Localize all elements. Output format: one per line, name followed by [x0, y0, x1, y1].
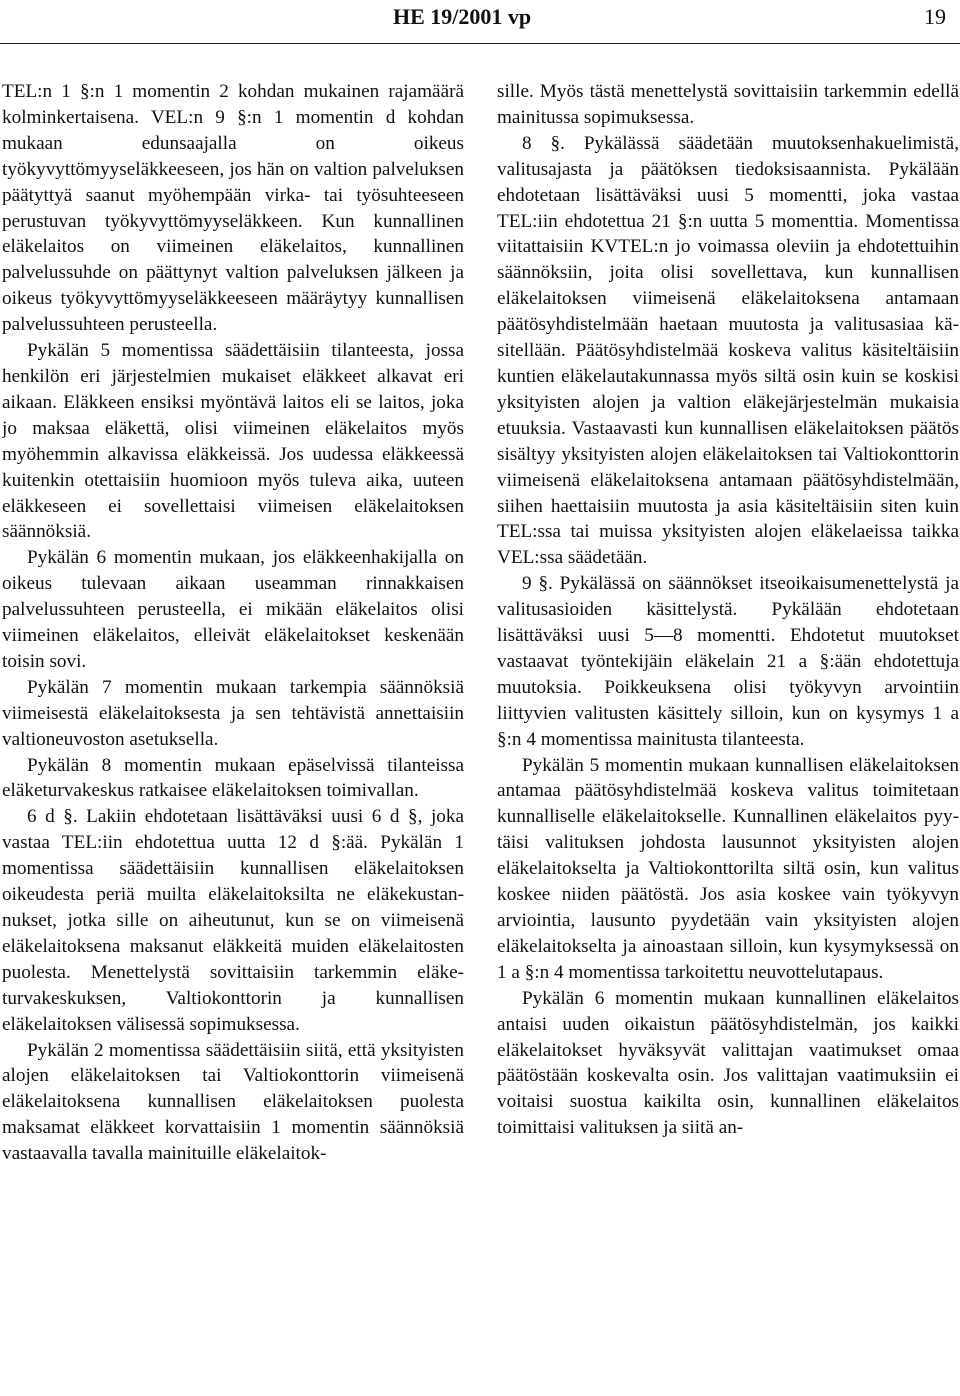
paragraph: 8 §. Pykälässä säädetään muutoksenhakuelimistä, valitusajasta ja päätöksen tiedoksisaannista. Pykälään ehdotetaan lisättäväksi uusi 5 momentti, joka vastaa TEL:iin ehdotettua 21 §:n uutta 5 momenttia. Momentissa viitattaisiin KVTEL:n jo voimassa oleviin ja ehdotettuihin säännöksiin, joita olisi sovellettava, kun kunnallisen eläkelaitoksen viimeisenä eläkelaitoksena antamaan päätösyhdistelmään haetaan muutosta ja valitusasiaa käsitellään. Päätösyhdistelmää koskeva valitus käsiteltäisiin kuntien eläkelautakunnassa myös siltä osin kuin se koskisi yksityisten alojen ja valtion eläkejärjestelmän mukaisia etuuksia. Vastaavasti kun kunnallisen eläkelaitoksen päätös sisältyy yksityisten alojen eläkelaitoksen tai Valtiokonttorin viimeisenä eläkelaitoksena antamaan päätösyhdistelmään, siihen haettaisiin muutosta ja asia käsiteltäisiin siten kuin TEL:ssa tai muissa yksityisten alojen eläkelaeissa taikka VEL:ssa säädetään. — [497, 132, 959, 569]
paragraph: 6 d §. Lakiin ehdotetaan lisättäväksi uusi 6 d §, joka vastaa TEL:iin ehdotettua uutta 12 d §:ää. Pykälän 1 momentissa säädettäisiin kunnallisen eläkelaitoksen oikeudesta periä muilta eläkelaitoksilta ne eläkekustannukset, jotka sille on aiheutunut, kun se on viimeisenä eläkelaitoksena maksanut eläkkeitä muiden eläkelaitosten puolesta. Menettelystä sovittaisiin tarkemmin eläketurvakeskuksen, Valtiokonttorin ja kunnallisen eläkelaitoksen välisessä sopimuksessa. — [2, 806, 464, 1035]
page-number: 19 — [924, 4, 946, 29]
paragraph: Pykälän 6 momentin mukaan, jos eläkkeenhakijalla on oikeus tulevaan aikaan useamman rinnakkaisen palvelussuhteen perusteella, ei mikään eläkelaitos olisi viimeinen eläkelaitos, elleivät eläkelaitokset keskenään toisin sovi. — [2, 547, 464, 672]
paragraph: Pykälän 7 momentin mukaan tarkempia säännöksiä viimeisestä eläkelaitoksesta ja sen tehtävistä annettaisiin valtioneuvoston asetuksella. — [2, 676, 464, 750]
paragraph: Pykälän 5 momentissa säädettäisiin tilanteesta, jossa henkilön eri järjestelmien mukaiset eläkkeet alkavat eri aikaan. Eläkkeen ensiksi myöntävä laitos eli se laitos, joka jo maksaa eläkettä, olisi viimeinen eläkelaitos myös myöhemmin alkavissa eläkkeissä. Jos uudessa eläkkeessä kuitenkin otettaisiin huomioon myös tuleva aika, uuteen eläkkeseen ei sovellettaisi viimeisen eläkelaitoksen säännöksiä. — [2, 340, 464, 543]
paragraph: TEL:n 1 §:n 1 momentin 2 kohdan mukainen rajamäärä kolminkertaisena. VEL:n 9 §:n 1 momentin d kohdan mukaan edunsaajalla on oikeus työkyvyttömyyseläkkeeseen, jos hän on valtion palveluksen päätyttyä saanut myöhempään virka- tai työsuhteeseen perustuvan työkyvyttömyyseläkkeen. Kun kunnallinen eläkelaitos on viimeinen eläkelaitos, kunnallinen palvelussuhde on päättynyt valtion palveluksen jälkeen ja oikeus työkyvyttömyyseläkkeeseen määräytyy kunnallisen palvelussuhteen perusteella. — [2, 81, 464, 336]
left-column — [2, 79, 464, 1389]
document-identifier: HE 19/2001 vp — [393, 4, 532, 29]
paragraph: Pykälän 2 momentissa säädettäisiin siitä, että yksityisten alojen eläkelaitoksen tai Valtiokonttorin viimeisenä eläkelaitoksena kunnallisen eläkelaitoksen puolesta maksamat eläkkeet korvattaisiin 1 momentin säännöksiä vastaavalla tavalla mainituille eläkelaitok- — [2, 1039, 464, 1165]
paragraph: Pykälän 8 momentin mukaan epäselvissä tilanteissa eläketurvakeskus ratkaisee eläkelaitoksen toimivallan. — [2, 754, 464, 802]
paragraph: 9 §. Pykälässä on säännökset itseoikaisumenettelystä ja valitusasioiden käsittelystä. Pykälään ehdotetaan lisättäväksi uusi 5—8 momentti. Ehdotetut muutokset vastaavat työntekijäin eläkelain 21 a §:ään ehdotettuja muutoksia. Poikkeuksena olisi työkyvyn arvointiin liittyvien valitusten käsittely silloin, kun on kysymys 1 a §:n 4 momentissa mainitusta tilanteesta. — [497, 573, 959, 750]
page-header — [0, 0, 960, 40]
paragraph: sille. Myös tästä menettelystä sovittaisiin tarkemmin edellä mainitussa sopimuksessa. — [497, 81, 959, 128]
paragraph: Pykälän 5 momentin mukaan kunnallisen eläkelaitoksen antamaa päätösyhdistelmää koskeva valitus toimitetaan kunnalliselle eläkelaitokselle. Kunnallinen eläkelaitos pyytäisi valituksen johdosta lausunnot yksityisten alojen eläkelaitokselta ja Valtiokonttorilta siltä osin, kun valitus koskee niiden päätöstä. Jos asia koskee vain työkyvyn arviointia, lausunto pyydetään vain yksityisten alojen eläkelaitokselta ja ainoastaan silloin, kun kysymyksessä on 1 a §:n 4 momentissa tarkoitettu neuvottelutapaus. — [497, 754, 959, 983]
paragraph: Pykälän 6 momentin mukaan kunnallinen eläkelaitos antaisi uuden oikaistun päätösyhdistelmän, jos kaikki eläkelaitokset hyväksyvät valittajan vaatimukset omaa päätöstään koskevalta osin. Jos valittajan vaatimuksiin ei voitaisi suostua kaikilta osin, kunnallinen eläkelaitos toimittaisi valituksen ja siitä an- — [497, 987, 959, 1139]
header-rule — [0, 43, 960, 44]
right-column — [497, 79, 959, 1389]
